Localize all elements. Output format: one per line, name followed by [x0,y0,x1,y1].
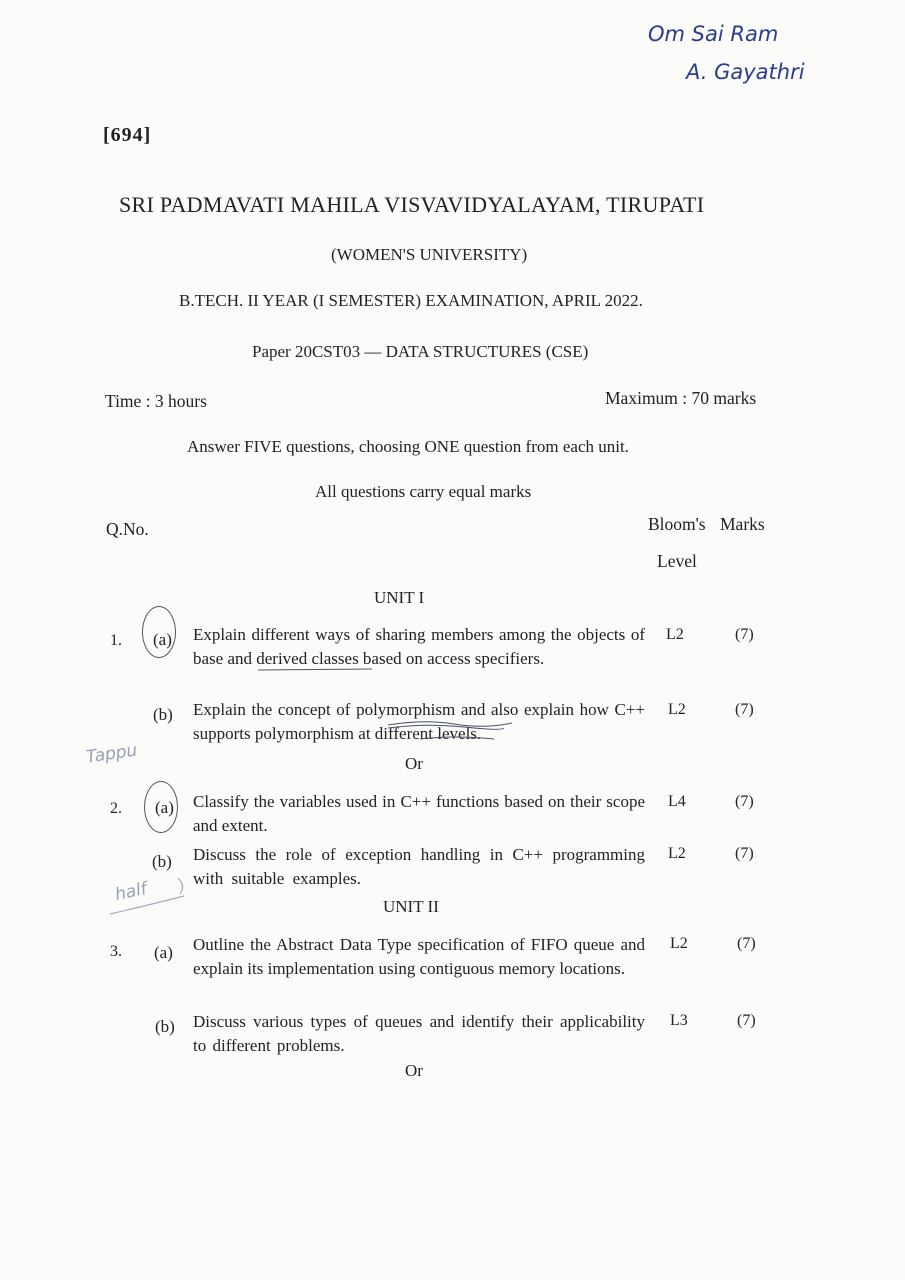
max-marks-label: Maximum : 70 marks [605,388,757,408]
question-text: Explain the concept of polymorphism and also explain how C++ supports polymorphism at different levels. [193,700,645,743]
instruction-line-1: Answer FIVE questions, choosing ONE question from each unit. [187,437,629,456]
question-part: (b) [152,852,172,871]
question-level: L2 [666,626,684,643]
question-level: L2 [670,935,688,952]
question-part: (a) [153,630,172,649]
margin-note-half: half [113,878,149,906]
pen-underline [256,662,376,676]
question-marks: (7) [735,845,754,862]
question-level: L2 [668,701,686,718]
question-marks: (7) [735,626,754,643]
pen-underline-scribble [384,715,519,745]
university-subtitle: (WOMEN'S UNIVERSITY) [331,245,528,264]
instruction-line-2: All questions carry equal marks [315,482,532,501]
unit-2-heading: UNIT II [383,897,439,916]
question-text: Discuss various types of queues and identify their applicability to different problems. [193,1012,645,1055]
unit-1-heading: UNIT I [374,588,425,607]
question-text: Discuss the role of exception handling in C++ programming with suitable examples. [193,845,645,888]
margin-note-tappu: Tappu [84,740,139,768]
question-part: (b) [153,705,173,724]
qno-column-header: Q.No. [106,519,149,539]
handwritten-line-2: A. Gayathri [686,60,805,84]
exam-title: B.TECH. II YEAR (I SEMESTER) EXAMINATION, APRIL 2022. [179,291,643,310]
level-column-header: Level [657,551,697,571]
question-number: 3. [110,943,122,960]
question-text: Classify the variables used in C++ functions based on their scope and extent. [193,792,645,835]
marks-column-header: Marks [720,514,765,534]
question-text: Explain different ways of sharing members among the objects of base and derived classes based on access specifiers. [193,625,645,668]
question-marks: (7) [737,1012,756,1029]
blooms-column-header: Bloom's [648,514,706,534]
question-part: (b) [155,1017,175,1036]
question-marks: (7) [735,701,754,718]
university-name: SRI PADMAVATI MAHILA VISVAVIDYALAYAM, TIRUPATI [119,192,705,217]
question-marks: (7) [735,793,754,810]
margin-bracket-scribble [100,872,190,922]
paper-title: Paper 20CST03 — DATA STRUCTURES (CSE) [252,342,589,361]
question-level: L3 [670,1012,688,1029]
or-separator: Or [405,1061,423,1080]
question-text: Outline the Abstract Data Type specification of FIFO queue and explain its implementation using contiguous memory locations. [193,935,645,978]
question-marks: (7) [737,935,756,952]
handwritten-line-1: Om Sai Ram [648,22,779,46]
or-separator: Or [405,754,423,773]
question-number: 1. [110,632,122,649]
question-part: (a) [154,943,173,962]
question-level: L4 [668,793,686,810]
question-number: 2. [110,800,122,817]
paper-code: [694] [103,124,152,146]
question-part: (a) [155,798,174,817]
question-level: L2 [668,845,686,862]
time-label: Time : 3 hours [105,391,207,411]
